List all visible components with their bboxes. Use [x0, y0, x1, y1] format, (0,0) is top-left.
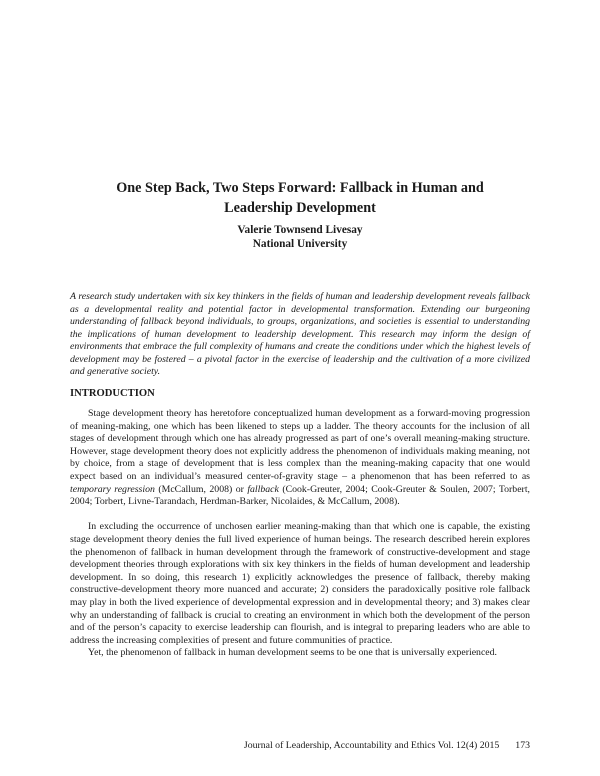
title-line-2: Leadership Development	[224, 200, 376, 216]
paragraph-1-part-3: (Cook-Greuter, 2004; Cook-Greuter & Soulen, 2007; Torbert, 2004; Torbert, Livne-Tarandach, Herdman-Barker, Nicolaides, & McCallum, 2008).	[70, 483, 530, 508]
paragraph-2: In excluding the occurrence of unchosen earlier meaning-making than that which one is capable, the existing stage development theory denies the full lived experience of human beings. The research described herein explores the phenomenon of fallback in human development through the framework of constructive-development and stage development theories through explorations with six key thinkers in the fields of human development and leadership development. In so doing, this research 1) explicitly acknowledges the presence of fallback, thereby making constructive-development theory more nuanced and accurate; 2) considers the paradoxically positive role fallback may play in both the lived experience of developmental expression and in developmental theory; and 3) makes clear why an understanding of fallback is crucial to creating an environment in which both the development of the person and of the person’s capacity to exercise leadership can flourish, and is integral to preparing leaders who are able to address the increasing complexities of present and future communities of practice.	[70, 521, 530, 646]
author-name: Valerie Townsend Livesay	[237, 224, 363, 236]
author-affiliation: National University	[252, 238, 348, 250]
page-footer	[70, 740, 530, 752]
section-heading: INTRODUCTION	[70, 388, 155, 399]
term-fallback: fallback	[247, 483, 279, 495]
author-block	[70, 223, 530, 251]
journal-citation: Journal of Leadership, Accountability and Ethics Vol. 12(4) 2015	[243, 740, 500, 751]
page-number: 173	[515, 740, 530, 751]
title-line-1: One Step Back, Two Steps Forward: Fallback in Human and	[116, 180, 484, 196]
paragraph-1	[70, 408, 530, 509]
body-text	[70, 408, 530, 660]
paragraph-3: Yet, the phenomenon of fallback in human development seems to be one that is universally experienced.	[88, 647, 498, 659]
paragraph-1-part-1: Stage development theory has heretofore conceptualized human development as a forward-moving progression of meaning-making, one which has been likened to steps up a ladder. The theory accounts for the inclusion of all stages of development through which one has already progressed as part of one’s overall meaning-making structure. However, stage development theory does not explicitly address the phenomenon of individuals making meaning, not by choice, from a stage of development that is less complex than the meaning-making capacity that one would expect based on an individual’s measured center-of-gravity stage – a phenomenon that has been referred to as	[70, 408, 530, 482]
abstract: A research study undertaken with six key thinkers in the fields of human and leadership development reveals fallback as a developmental reality and potential factor in developmental transformation. Extending our burgeoning understanding of fallback beyond individuals, to groups, organizations, and societies is essential to understanding the implications of human development to leadership development. This research may inform the design of environments that embrace the full complexity of humans and create the conditions under which the highest levels of development may be fostered – a pivotal factor in the exercise of leadership and the cultivation of a more civilized and generative society.	[70, 291, 530, 378]
paragraph-1-part-2: (McCallum, 2008) or	[154, 483, 248, 495]
paper-title	[70, 178, 530, 218]
term-temporary-regression: temporary regression	[70, 483, 155, 495]
